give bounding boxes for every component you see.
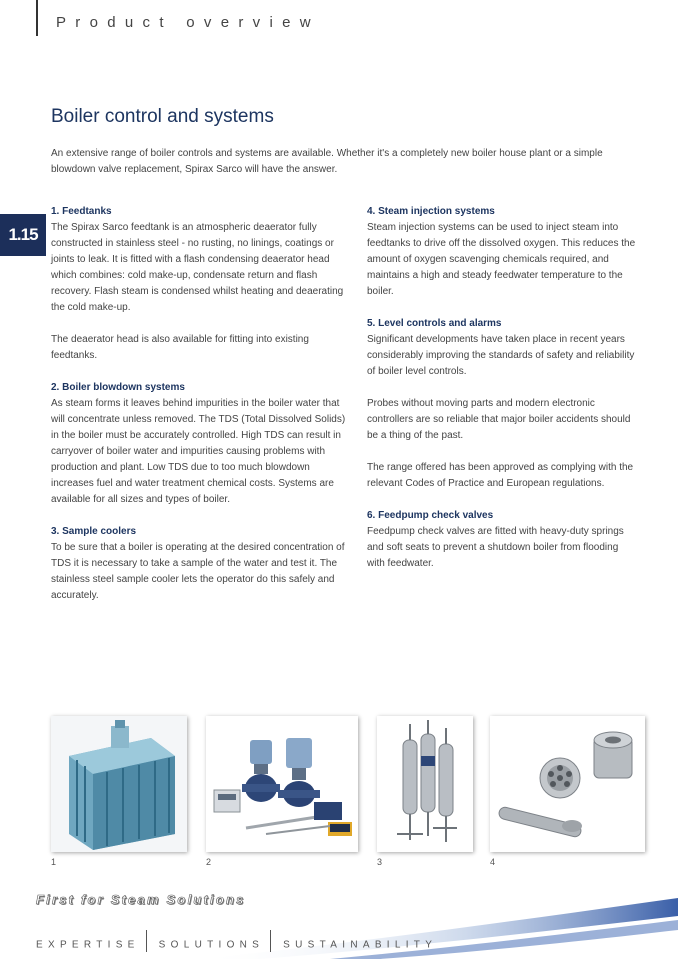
sample-coolers-text: To be sure that a boiler is operating at the desired concentration of TDS it is necessary to take a sample of the water and test it. The stainless steel sample cooler lets the operator do this safely and accurately. bbox=[51, 542, 345, 601]
section-heading-level-controls: 5. Level controls and alarms bbox=[367, 318, 502, 329]
page-number: 1.15 bbox=[8, 225, 38, 244]
caption-2: 2 bbox=[206, 857, 212, 867]
level-controls-text-2: Probes without moving parts and modern electronic controllers are so reliable that major boiler accidents should be a thing of the past. bbox=[367, 398, 631, 441]
left-column bbox=[51, 204, 346, 604]
section-heading-blowdown: 2. Boiler blowdown systems bbox=[51, 382, 185, 393]
steam-injection-text: Steam injection systems can be used to inject steam into feedtanks to drive off the dissolved oxygen. This reduces the amount of oxygen scavenging chemicals required, and maintains a high and steady feedwater temperature to the boiler. bbox=[367, 222, 636, 297]
section-heading-feedpump: 6. Feedpump check valves bbox=[367, 510, 494, 521]
section-heading-steam-injection: 4. Steam injection systems bbox=[367, 206, 495, 217]
photo-feedtank bbox=[51, 716, 187, 852]
page-title: Boiler control and systems bbox=[51, 106, 274, 127]
blowdown-text: As steam forms it leaves behind impurities in the boiler water that will concentrate unless removed. The TDS (Total Dissolved Solids) in the boiler must be accurately controlled. High TDS can result in carryover of boiler water and impurities causing problems with production and plant. Low TDS due to too much blowdown increases fuel and water treatment chemical costs. Systems are available for all sizes and types of boiler. bbox=[51, 398, 346, 505]
section-heading-feedtanks: 1. Feedtanks bbox=[51, 206, 112, 217]
footer-item-expertise: EXPERTISE bbox=[36, 939, 140, 951]
caption-4: 4 bbox=[490, 857, 496, 867]
header-rule bbox=[36, 0, 38, 36]
photo-blowdown-system bbox=[206, 716, 358, 852]
feedpump-text: Feedpump check valves are fitted with heavy-duty springs and soft seats to prevent a shutdown boiler from flooding with feedwater. bbox=[367, 526, 624, 569]
photo-sample-coolers bbox=[377, 716, 473, 852]
footer-tagline bbox=[36, 934, 437, 956]
intro-paragraph: An extensive range of boiler controls and systems are available. Whether it's a completely new boiler house plant or a simple blowdown valve replacement, Spirax Sarco will have the answer. bbox=[51, 148, 603, 175]
section-heading-sample-coolers: 3. Sample coolers bbox=[51, 526, 137, 537]
level-controls-text: Significant developments have taken place in recent years considerably improving the standards of safety and reliability of boiler level controls. bbox=[367, 334, 635, 377]
caption-3: 3 bbox=[377, 857, 383, 867]
footer-item-solutions: SOLUTIONS bbox=[158, 939, 265, 951]
caption-1: 1 bbox=[51, 857, 57, 867]
level-controls-text-3: The range offered has been approved as complying with the relevant Codes of Practice and European regulations. bbox=[367, 462, 634, 489]
feedtanks-text-2: The deaerator head is also available for fitting into existing feedtanks. bbox=[51, 334, 309, 361]
header-title: Product overview bbox=[56, 14, 320, 31]
photo-check-valves bbox=[490, 716, 645, 852]
feedtanks-text: The Spirax Sarco feedtank is an atmospheric deaerator fully constructed in stainless steel - no rusting, no linings, coatings or joints to leak. It is fitted with a flash condensing deaerator head which combines: cold make-up, condensate return and flash recovery. Flash steam is condensed whilst heating and deaerating the cold make-up. bbox=[51, 222, 344, 313]
slogan: First for Steam Solutions bbox=[36, 892, 246, 907]
footer-item-sustainability: SUSTAINABILITY bbox=[283, 939, 438, 951]
right-column bbox=[367, 204, 637, 572]
